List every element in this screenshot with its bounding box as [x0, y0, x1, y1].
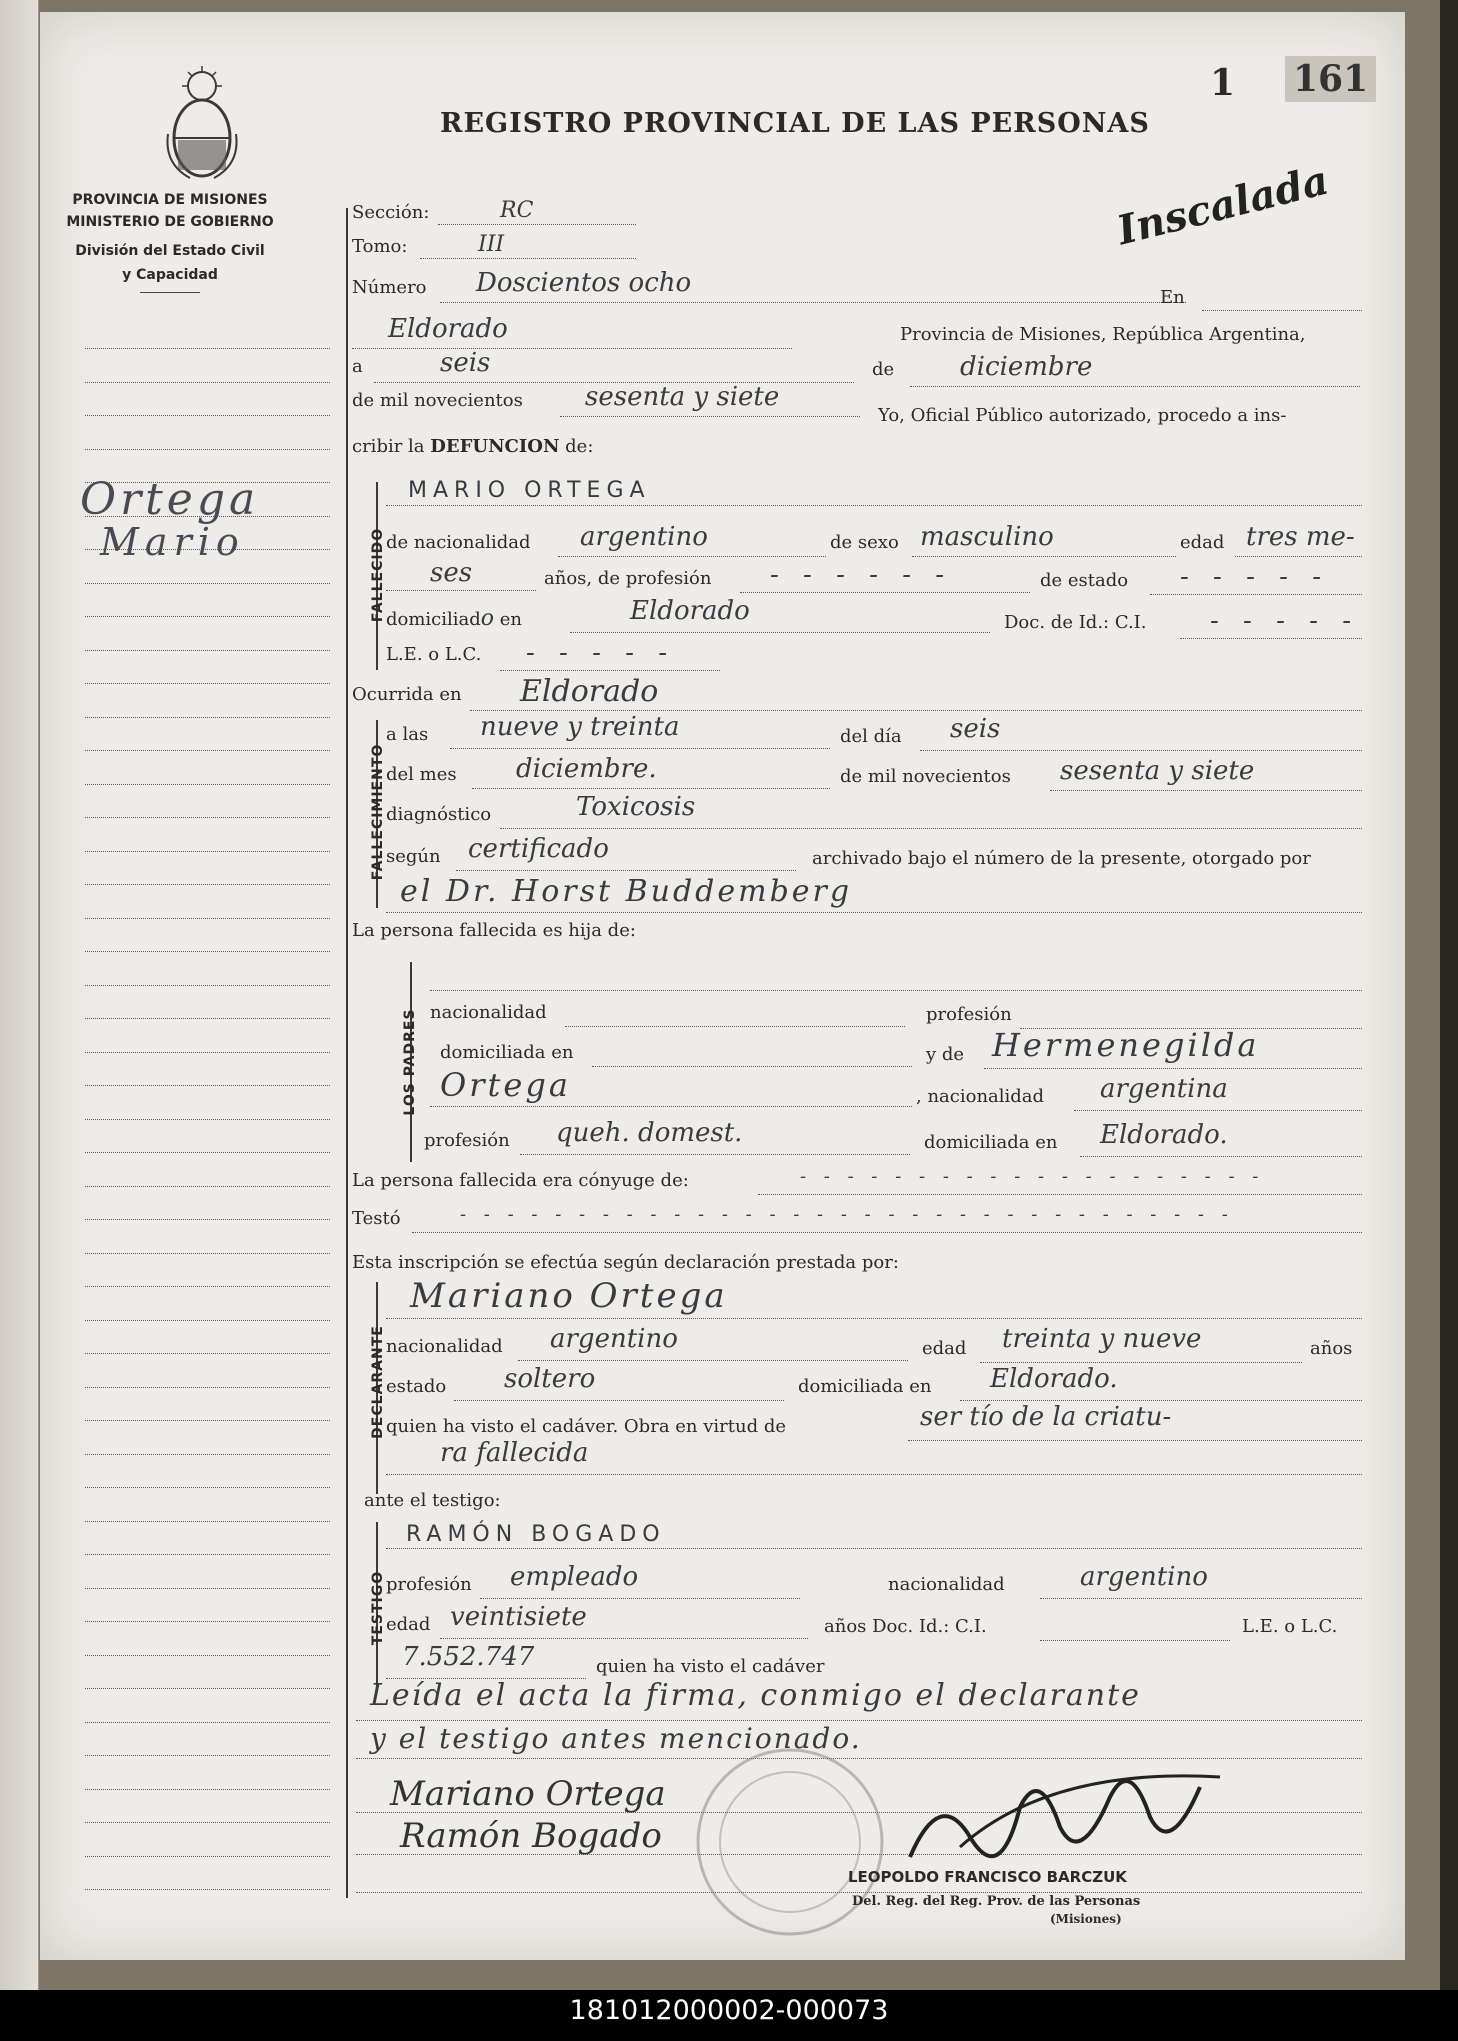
margin-ruled-line	[85, 616, 330, 617]
declarante-domicilio-value: Eldorado.	[990, 1364, 1118, 1394]
officer-text-2-part: cribir la	[352, 436, 425, 457]
testigo-nacionalidad-label: nacionalidad	[888, 1574, 1005, 1595]
segun-value: certificado	[468, 834, 609, 864]
nacionalidad-value: argentino	[580, 522, 708, 552]
en-line	[1202, 310, 1362, 311]
domicilio-en-label: en	[499, 609, 523, 630]
estado-value: - - - - -	[1180, 562, 1329, 592]
margin-ruled-line	[85, 1152, 330, 1153]
margin-ruled-line	[85, 1655, 330, 1656]
margin-ruled-line	[85, 1320, 330, 1321]
madre-name-value-1: Hermenegilda	[992, 1026, 1260, 1064]
seccion-label: Sección:	[352, 202, 430, 223]
margin-ruled-line	[85, 1119, 330, 1120]
officer-place: (Misiones)	[1050, 1912, 1122, 1926]
tomo-label: Tomo:	[352, 236, 408, 257]
division-heading: División del Estado Civil	[75, 243, 265, 259]
margin-ruled-line	[85, 1219, 330, 1220]
margin-ruled-line	[85, 1454, 330, 1455]
madre-domicilio-value: Eldorado.	[1100, 1120, 1228, 1150]
place-line	[352, 348, 792, 349]
margin-ruled-line	[85, 583, 330, 584]
declarante-nacionalidad-value: argentino	[550, 1324, 678, 1354]
segun-label: según	[386, 846, 441, 867]
anio-line	[1050, 790, 1362, 791]
page-number: 1	[1210, 62, 1236, 104]
en-label: En	[1160, 287, 1185, 308]
margin-ruled-line	[85, 918, 330, 919]
officer-title: Del. Reg. del Reg. Prov. de las Personas	[852, 1894, 1141, 1909]
edad-value-2: ses	[430, 558, 473, 588]
testigo-name-line	[386, 1548, 1362, 1549]
de-colon: de:	[565, 436, 594, 457]
testo-label: Testó	[352, 1208, 401, 1229]
margin-ruled-line	[85, 784, 330, 785]
le-value: - - - - -	[526, 638, 675, 668]
del-mes-label: del mes	[386, 764, 457, 785]
margin-ruled-line	[85, 951, 330, 952]
margin-ruled-line	[85, 884, 330, 885]
conyuge-line	[758, 1194, 1362, 1195]
official-round-seal	[680, 1742, 900, 1942]
document-title: REGISTRO PROVINCIAL DE LAS PERSONAS	[440, 108, 1150, 139]
madre-nacionalidad-label: , nacionalidad	[916, 1086, 1045, 1107]
declarante-edad-value: treinta y nueve	[1002, 1324, 1202, 1354]
segun-line	[456, 870, 796, 871]
doc-line	[1180, 638, 1362, 639]
testigo-anos-doc-label: años Doc. Id.: C.I.	[824, 1616, 987, 1637]
margin-ruled-line	[85, 1253, 330, 1254]
testigo-le-value: 7.552.747	[402, 1642, 535, 1672]
fallecido-name-line	[386, 505, 1362, 506]
a-label: a	[352, 356, 363, 377]
edad-label: edad	[1180, 532, 1225, 553]
nacionalidad-label: de nacionalidad	[386, 532, 531, 553]
dia-line	[920, 750, 1362, 751]
sexo-value: masculino	[920, 522, 1054, 552]
officer-name: LEOPOLDO FRANCISCO BARCZUK	[848, 1868, 1127, 1886]
tomo-value: III	[478, 232, 505, 257]
year-line	[560, 416, 860, 417]
margin-ruled-line	[85, 650, 330, 651]
declarante-domicilio-line	[960, 1400, 1362, 1401]
declarante-name-value: Mariano Ortega	[410, 1276, 728, 1316]
margin-ruled-line	[85, 1722, 330, 1723]
padre-nacionalidad-label: nacionalidad	[430, 1002, 547, 1023]
margin-ruled-line	[85, 1755, 330, 1756]
ocurrida-value: Eldorado	[520, 674, 659, 709]
margin-ruled-line	[85, 717, 330, 718]
domicilio-line	[570, 632, 990, 633]
fallecimiento-side-label: FALLECIMIENTO	[370, 743, 386, 881]
hora-line	[450, 748, 830, 749]
province-text: Provincia de Misiones, República Argentina,	[900, 324, 1306, 345]
padre-profesion-label: profesión	[926, 1004, 1012, 1025]
margin-ruled-line	[85, 1856, 330, 1857]
heading-underline	[140, 292, 200, 293]
margin-ruled-line	[85, 1889, 330, 1890]
officer-text: Yo, Oficial Público autorizado, procedo a ins-	[878, 405, 1287, 426]
madre-surname-line	[430, 1106, 912, 1107]
ministry-heading: MINISTERIO DE GOBIERNO	[66, 214, 274, 230]
de-mil-label: de mil novecientos	[840, 766, 1011, 787]
declarante-edad-line	[980, 1362, 1302, 1363]
margin-ruled-line	[85, 449, 330, 450]
margin-ruled-line	[85, 1688, 330, 1689]
seccion-value: RC	[500, 198, 534, 223]
margin-ruled-line	[85, 683, 330, 684]
padre-domiciliada-label: domiciliada en	[440, 1042, 574, 1063]
padres-intro: La persona fallecida es hija de:	[352, 920, 636, 941]
testigo-intro: ante el testigo:	[364, 1490, 501, 1511]
testigo-edad-label: edad	[386, 1614, 431, 1635]
virtud-line	[908, 1440, 1362, 1441]
cierre-line-1	[356, 1720, 1362, 1721]
domiciliado-label	[386, 606, 522, 631]
margin-ruled-line	[85, 1387, 330, 1388]
y-de-label: y de	[926, 1044, 965, 1065]
place-value: Eldorado	[388, 314, 508, 344]
madre-nacionalidad-line	[1074, 1110, 1362, 1111]
padres-side-label: LOS PADRES	[402, 1008, 418, 1116]
margin-ruled-line	[85, 1487, 330, 1488]
scan-identifier: 181012000002-000073	[569, 1995, 889, 2026]
edad-value-1: tres me-	[1246, 522, 1355, 552]
day-value: seis	[440, 348, 491, 378]
margin-ruled-line	[85, 1588, 330, 1589]
hora-value: nueve y treinta	[480, 712, 680, 742]
madre-domiciliada-label: domiciliada en	[924, 1132, 1058, 1153]
numero-label: Número	[352, 277, 427, 298]
seccion-line	[438, 224, 636, 225]
testigo-name-value: RAMÓN BOGADO	[406, 1522, 666, 1547]
testigo-signature: Ramón Bogado	[400, 1816, 662, 1856]
declaracion-label: Esta inscripción se efectúa según declaración prestada por:	[352, 1252, 899, 1273]
margin-ruled-line	[85, 415, 330, 416]
numero-line	[440, 302, 1186, 303]
declarante-estado-value: soltero	[504, 1364, 596, 1394]
testo-line	[412, 1232, 1362, 1233]
domiciliado-suffix: o	[480, 606, 495, 631]
margin-ruled-line	[85, 1420, 330, 1421]
diagnostico-label: diagnóstico	[386, 804, 492, 825]
year-value: sesenta y siete	[585, 382, 780, 412]
margin-ruled-line	[85, 750, 330, 751]
margin-ruled-line	[85, 1521, 330, 1522]
madre-domicilio-line	[1080, 1156, 1362, 1157]
madre-name-line	[984, 1068, 1362, 1069]
margin-ruled-line	[85, 1018, 330, 1019]
nacionalidad-line	[558, 556, 826, 557]
margin-ruled-line	[85, 1554, 330, 1555]
testigo-profesion-line	[480, 1598, 800, 1599]
estado-label: de estado	[1040, 570, 1129, 591]
virtud-line-2	[386, 1474, 1362, 1475]
numero-value: Doscientos ocho	[476, 268, 692, 298]
medico-value: el Dr. Horst Buddemberg	[400, 874, 853, 909]
coat-of-arms-icon	[160, 64, 244, 184]
declarante-nacionalidad-line	[518, 1360, 908, 1361]
profesion-line	[740, 592, 1030, 593]
declarante-estado-line	[454, 1400, 784, 1401]
main-column-divider	[346, 208, 348, 1898]
fallecido-side-label: FALLECIDO	[370, 527, 386, 623]
cierre-text-1: Leída el acta la firma, conmigo el declarante	[370, 1678, 1141, 1713]
testigo-profesion-value: empleado	[510, 1562, 639, 1592]
margin-ruled-line	[85, 348, 330, 349]
archivado-text: archivado bajo el número de la presente, otorgado por	[812, 848, 1311, 869]
edad-line	[1235, 556, 1362, 557]
year-prefix: de mil novecientos	[352, 390, 523, 411]
a-las-label: a las	[386, 724, 429, 745]
mes-value: diciembre.	[516, 754, 657, 784]
defuncion-label: DEFUNCION	[430, 436, 560, 457]
testigo-edad-value: veintisiete	[450, 1602, 587, 1632]
testigo-side-label: TESTIGO	[370, 1570, 386, 1646]
madre-name-value-2: Ortega	[440, 1066, 571, 1104]
declarante-signature: Mariano Ortega	[390, 1774, 666, 1814]
del-dia-label: del día	[840, 726, 902, 747]
testigo-edad-line	[440, 1638, 808, 1639]
mes-line	[472, 788, 830, 789]
correction-note: Inscalada	[1112, 156, 1334, 255]
doc-value: - - - - -	[1210, 606, 1359, 636]
padre-name-line	[430, 990, 1362, 991]
declarante-nacionalidad-label: nacionalidad	[386, 1336, 503, 1357]
declarante-anos-label: años	[1310, 1338, 1353, 1359]
madre-profesion-label: profesión	[424, 1130, 510, 1151]
testigo-nacionalidad-value: argentino	[1080, 1562, 1208, 1592]
le-line	[500, 670, 720, 671]
estado-line	[1150, 594, 1362, 595]
profesion-value: - - - - - -	[770, 560, 953, 590]
officer-signature	[900, 1747, 1240, 1877]
margin-ruled-line	[85, 1085, 330, 1086]
margin-ruled-line	[85, 817, 330, 818]
tomo-line	[420, 258, 636, 259]
anio-value: sesenta y siete	[1060, 756, 1255, 786]
testigo-doc-line	[1040, 1640, 1230, 1641]
margin-ruled-line	[85, 1186, 330, 1187]
diagnostico-value: Toxicosis	[576, 792, 696, 822]
de-label: de	[872, 359, 895, 380]
medico-line	[386, 912, 1362, 913]
conyuge-label: La persona fallecida era cónyuge de:	[352, 1170, 689, 1191]
division-heading-2: y Capacidad	[122, 267, 218, 283]
doc-label: Doc. de Id.: C.I.	[1004, 612, 1147, 633]
conyuge-value: - - - - - - - - - - - - - - - - - - - -	[800, 1166, 1265, 1187]
month-value: diciembre	[960, 352, 1093, 382]
ocurrida-label: Ocurrida en	[352, 684, 462, 705]
margin-given-name: Mario	[100, 520, 245, 564]
margin-ruled-line	[85, 851, 330, 852]
binding-edge	[0, 0, 39, 1990]
anos-profesion-label: años, de profesión	[544, 568, 712, 589]
declarante-domicilio-label	[798, 1376, 932, 1397]
madre-profesion-line	[520, 1154, 910, 1155]
edad-line-2	[386, 590, 536, 591]
le-label: L.E. o L.C.	[386, 644, 482, 665]
declarante-cadaver-label: quien ha visto el cadáver. Obra en virtud de	[386, 1416, 787, 1437]
virtud-value-1: ser tío de la criatu-	[920, 1402, 1172, 1432]
madre-profesion-value: queh. domest.	[556, 1118, 743, 1148]
virtud-value-2: ra fallecida	[440, 1438, 589, 1468]
testigo-cadaver-label: quien ha visto el cadáver	[596, 1656, 825, 1677]
sexo-label: de sexo	[830, 532, 899, 553]
sexo-line	[912, 556, 1176, 557]
testigo-le-label: L.E. o L.C.	[1242, 1616, 1338, 1637]
margin-ruled-line	[85, 1286, 330, 1287]
testigo-profesion-label: profesión	[386, 1574, 472, 1595]
testigo-nacionalidad-line	[1040, 1598, 1362, 1599]
margin-ruled-line	[85, 1052, 330, 1053]
declarante-estado-label: estado	[386, 1376, 447, 1397]
domicilio-value: Eldorado	[630, 596, 750, 626]
margin-ruled-line	[85, 985, 330, 986]
margin-ruled-line	[85, 382, 330, 383]
margin-ruled-line	[85, 1822, 330, 1823]
margin-surname: Ortega	[80, 474, 260, 525]
testo-value: - - - - - - - - - - - - - - - - - - - - - - - - - - - - - - - - -	[460, 1204, 1234, 1225]
dia-value: seis	[950, 714, 1001, 744]
register-page	[40, 12, 1405, 1960]
madre-nacionalidad-value: argentina	[1100, 1074, 1228, 1104]
margin-ruled-line	[85, 1789, 330, 1790]
declarante-en: en	[909, 1376, 932, 1397]
ocurrida-line	[470, 710, 1362, 711]
cierre-text-2: y el testigo antes mencionado.	[370, 1722, 862, 1755]
province-heading: PROVINCIA DE MISIONES	[72, 192, 268, 208]
padre-nacionalidad-line	[565, 1026, 905, 1027]
diagnostico-line	[500, 828, 1362, 829]
padre-domicilio-line	[592, 1066, 912, 1067]
margin-ruled-line	[85, 1353, 330, 1354]
margin-ruled-line	[85, 1621, 330, 1622]
declarante-domiciliada: domiciliada	[798, 1376, 904, 1397]
declarante-name-line	[386, 1318, 1362, 1319]
fallecido-name-value: MARIO ORTEGA	[408, 478, 651, 503]
domiciliado-label-text: domiciliad	[386, 609, 481, 630]
declarante-side-label: DECLARANTE	[370, 1325, 386, 1439]
stamped-number: 161	[1285, 56, 1376, 102]
officer-text-2	[352, 436, 593, 457]
month-line	[910, 386, 1360, 387]
declarante-edad-label: edad	[922, 1338, 967, 1359]
